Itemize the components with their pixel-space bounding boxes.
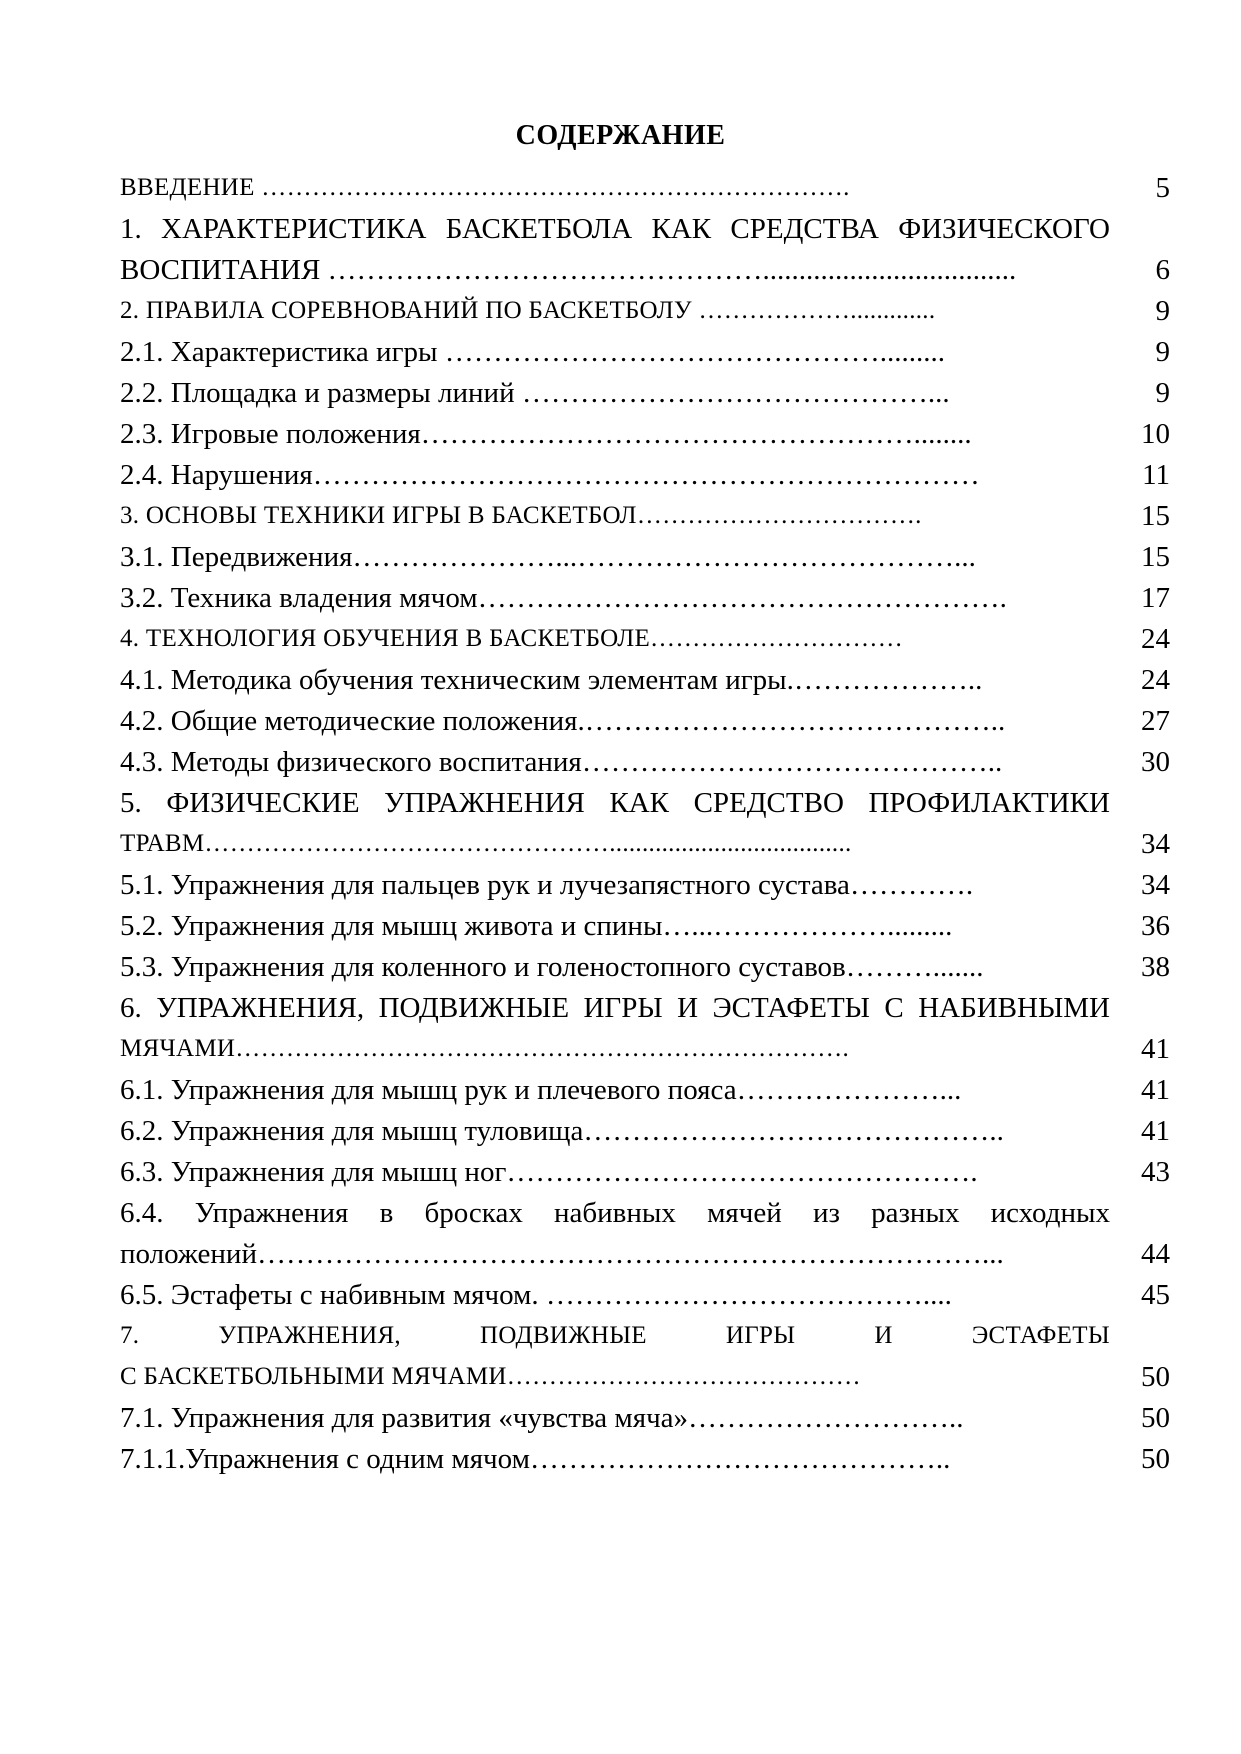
toc-entry-page-number: 34 [1141, 828, 1170, 860]
toc-entry-text: 5.3. Упражнения для коленного и голеностопного суставов………....... [120, 951, 984, 983]
toc-entry-page-number: 27 [1141, 705, 1170, 737]
toc-entry-text: положений…………………………………………………………………... [120, 1238, 1004, 1270]
toc-entry[interactable] [120, 821, 1170, 867]
toc-entry[interactable] [120, 534, 1170, 580]
toc-entry-page-number: 36 [1141, 910, 1170, 942]
toc-entry-text: ВВЕДЕНИЕ ……………………………………………………………. [120, 174, 850, 201]
toc-entry-page-number: 9 [1155, 336, 1170, 368]
toc-entry-text: 4. ТЕХНОЛОГИЯ ОБУЧЕНИЯ В БАСКЕТБОЛЕ………………………… [120, 625, 904, 652]
toc-entry[interactable] [120, 452, 1170, 498]
toc-entry-text: ТРАВМ…………………………………………..................................... [120, 830, 852, 857]
toc-entry-page-number: 43 [1141, 1156, 1170, 1188]
toc-entry-text: 2. ПРАВИЛА СОРЕВНОВАНИЙ ПО БАСКЕТБОЛУ ………………............. [120, 297, 936, 324]
toc-entry[interactable] [120, 1395, 1170, 1441]
toc-entry-text: 4.1. Методика обучения техническим элементам игры.……………….. [120, 664, 983, 696]
toc-entry-text: 7.1. Упражнения для развития «чувства мяча»……………………….. [120, 1402, 964, 1434]
toc-entry-text: 5.1. Упражнения для пальцев рук и лучезапястного сустава…………. [120, 869, 974, 901]
toc-entry-text: 2.1. Характеристика игры ………………………………………......... [120, 336, 945, 368]
toc-entry[interactable] [120, 985, 1170, 1031]
toc-entry[interactable] [120, 862, 1170, 908]
toc-entry-page-number: 30 [1141, 746, 1170, 778]
toc-entry-page-number: 41 [1141, 1074, 1170, 1106]
toc-entry-page-number: 9 [1155, 295, 1170, 327]
toc-entry-text: 6.3. Упражнения для мышц ног…………………………………………. [120, 1156, 978, 1188]
toc-entry[interactable] [120, 411, 1170, 457]
toc-entry[interactable] [120, 1108, 1170, 1154]
toc-entry[interactable] [120, 698, 1170, 744]
toc-entry[interactable] [120, 206, 1170, 252]
toc-entry[interactable] [120, 370, 1170, 416]
toc-entry-text: 3.1. Передвижения…………………...…………………………………... [120, 541, 976, 573]
toc-entry-text: 5. ФИЗИЧЕСКИЕ УПРАЖНЕНИЯ КАК СРЕДСТВО ПРОФИЛАКТИКИ [120, 787, 1110, 819]
toc-entry-page-number: 41 [1141, 1033, 1170, 1065]
toc-entry-page-number: 15 [1141, 500, 1170, 532]
toc-entry[interactable] [120, 739, 1170, 785]
toc-entry-page-number: 24 [1141, 664, 1170, 696]
toc-entry[interactable] [120, 903, 1170, 949]
toc-entry[interactable] [120, 616, 1170, 662]
toc-entry-page-number: 5 [1155, 172, 1170, 204]
toc-entry-text: 7. УПРАЖНЕНИЯ, ПОДВИЖНЫЕ ИГРЫ И ЭСТАФЕТЫ [120, 1322, 1110, 1349]
toc-entry-page-number: 45 [1141, 1279, 1170, 1311]
page-title: СОДЕРЖАНИЕ [515, 120, 726, 151]
toc-entry-page-number: 50 [1141, 1443, 1170, 1475]
toc-entry-page-number: 11 [1142, 459, 1170, 491]
toc-entry-page-number: 38 [1141, 951, 1170, 983]
toc-entry-text: 6. УПРАЖНЕНИЯ, ПОДВИЖНЫЕ ИГРЫ И ЭСТАФЕТЫ С НАБИВНЫМИ [120, 992, 1110, 1024]
toc-entry[interactable] [120, 575, 1170, 621]
toc-entry[interactable] [120, 1313, 1170, 1359]
toc-entry-page-number: 50 [1141, 1361, 1170, 1393]
toc-entry[interactable] [120, 1190, 1170, 1236]
toc-entry-text: 4.2. Общие методические положения.…………………………………….. [120, 705, 1006, 737]
toc-entry-text: 6.5. Эстафеты с набивным мячом. ………………………………….... [120, 1279, 952, 1311]
toc-entry[interactable] [120, 1067, 1170, 1113]
toc-entry-page-number: 41 [1141, 1115, 1170, 1147]
toc-entry[interactable] [120, 1149, 1170, 1195]
toc-entry-text: 2.3. Игровые положения……………………………………………........ [120, 418, 972, 450]
toc-entry[interactable] [120, 247, 1170, 293]
toc-entry-text: 1. ХАРАКТЕРИСТИКА БАСКЕТБОЛА КАК СРЕДСТВА ФИЗИЧЕСКОГО [120, 213, 1110, 245]
toc-entry[interactable] [120, 1231, 1170, 1277]
toc-entry-page-number: 24 [1141, 623, 1170, 655]
toc-entry-text: 6.1. Упражнения для мышц рук и плечевого пояса…………………... [120, 1074, 962, 1106]
toc-entry[interactable] [120, 493, 1170, 539]
toc-entry[interactable] [120, 329, 1170, 375]
toc-entry-page-number: 15 [1141, 541, 1170, 573]
toc-entry-page-number: 6 [1155, 254, 1170, 286]
toc-entry[interactable] [120, 1436, 1170, 1482]
toc-entry-page-number: 50 [1141, 1402, 1170, 1434]
toc-entry-page-number: 10 [1141, 418, 1170, 450]
toc-entry-text: 6.2. Упражнения для мышц туловища…………………………………….. [120, 1115, 1004, 1147]
toc-entry[interactable] [120, 288, 1170, 334]
toc-entry-text: С БАСКЕТБОЛЬНЫМИ МЯЧАМИ…………………………………… [120, 1363, 861, 1390]
toc-entry-page-number: 9 [1155, 377, 1170, 409]
toc-entry-text: МЯЧАМИ………………………………………………………………. [120, 1035, 850, 1062]
toc-entry[interactable] [120, 165, 1170, 211]
toc-entry[interactable] [120, 780, 1170, 826]
toc-entry-text: 4.3. Методы физического воспитания…………………………………….. [120, 746, 1003, 778]
toc-entry[interactable] [120, 1026, 1170, 1072]
toc-entry-text: 2.2. Площадка и размеры линий ……………………………………... [120, 377, 950, 409]
toc-entry[interactable] [120, 944, 1170, 990]
toc-entry-text: ВОСПИТАНИЯ ………………………………………................................... [120, 254, 1017, 286]
toc-entry-text: 3. ОСНОВЫ ТЕХНИКИ ИГРЫ В БАСКЕТБОЛ……………………………. [120, 502, 922, 529]
toc-entry[interactable] [120, 657, 1170, 703]
toc-entry-text: 3.2. Техника владения мячом………………………………………………. [120, 582, 1007, 614]
toc-entry-text: 7.1.1.Упражнения с одним мячом…………………………………….. [120, 1443, 951, 1475]
toc-entry-page-number: 17 [1141, 582, 1170, 614]
toc-entry[interactable] [120, 1354, 1170, 1400]
toc-entry-text: 6.4. Упражнения в бросках набивных мячей из разных исходных [120, 1197, 1110, 1229]
toc-entry-text: 5.2. Упражнения для мышц живота и спины…...………………......... [120, 910, 953, 942]
toc-entry-page-number: 34 [1141, 869, 1170, 901]
toc-entry[interactable] [120, 1272, 1170, 1318]
toc-entry-text: 2.4. Нарушения…………………………………………………………… [120, 459, 980, 491]
toc-entry-page-number: 44 [1141, 1238, 1170, 1270]
